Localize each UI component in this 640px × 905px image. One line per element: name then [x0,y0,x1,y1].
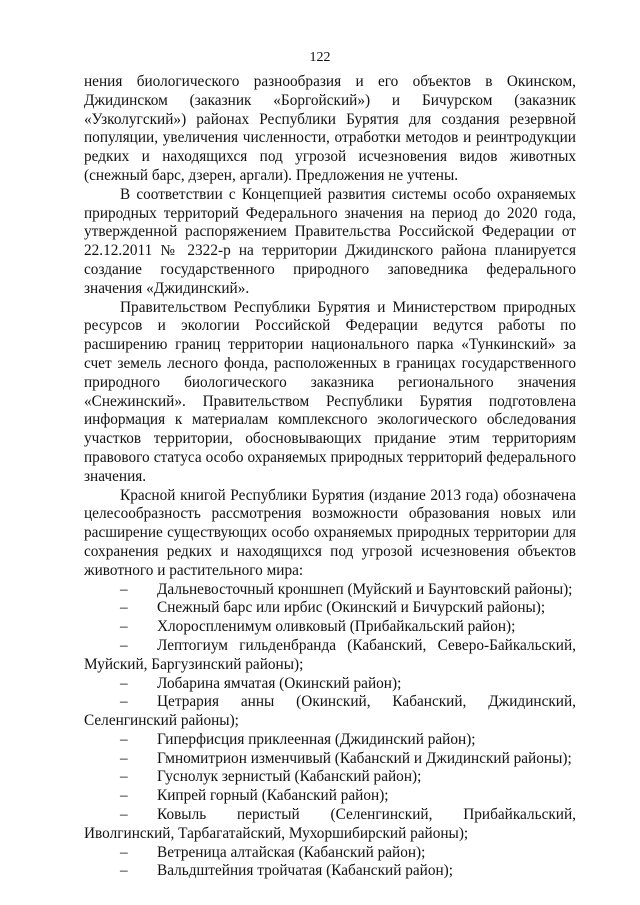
list-dash: – [120,636,128,654]
list-dash: – [120,580,128,598]
list-dash: – [120,787,128,805]
list-dash: – [120,693,128,711]
list-item [84,675,576,694]
list-dash: – [120,618,128,636]
list-item-text: Гуснолук зернистый (Кабанский район); [157,768,422,786]
list-item [84,599,576,618]
list-item-text: Ковыль перистый (Селенгинский, Прибайкальский, Иволгинский, Тарбагатайский, Мухоршибирский районы); [84,806,576,842]
list-item [84,768,576,787]
list-item-text: Снежный барс или ирбис (Окинский и Бичурский районы); [157,599,546,617]
list-dash: – [120,599,128,617]
list-item-text: Цетрария анны (Окинский, Кабанский, Джидинский, Селенгинский районы); [84,693,576,730]
paragraph-concept: В соответствии с Концепцией развития системы особо охраняемых природных территорий Федерального значения на период до 2020 года, утвержденной распоряжением Правительства Российской Федерации от 22.12.2011 № 2322-р на территории Джидинского района планируется создание государственного природного заповедника федерального значения «Джидинский». [84,185,576,297]
list-item-text: Гмномитрион изменчивый (Кабанский и Джидинский районы); [157,749,572,767]
list-dash: – [120,749,128,767]
list-dash: – [120,730,128,748]
list-item [84,750,576,769]
list-dash: – [120,768,128,786]
list-item [84,787,576,806]
page-number: 122 [309,50,331,65]
list-item [84,581,576,600]
list-item [84,731,576,750]
paragraph-tunkinsky: Правительством Республики Бурятия и Министерством природных ресурсов и экологии Российской Федерации ведутся работы по расширению границ территории национального парка «Тункинский» за счет земель лесного фонда, расположенных в границах государственного природного биологического заказника регионального значения «Снежинский». Правительством Республики Бурятия подготовлена информация к материалам комплексного экологического обследования участков территории, обосновывающих придание этим территориям правового статуса особо охраняемых природных территорий федерального значения. [84,298,576,485]
document-body [84,73,576,881]
list-item-text: Кипрей горный (Кабанский район); [157,787,389,805]
paragraph-red-book: Красной книгой Республики Бурятия (издание 2013 года) обозначена целесообразность рассмотрения возможности образования новых или расширение существующих особо охраняемых природных территории для сохранения редких и находящихся под угрозой исчезновения объектов животного и растительного мира: [84,486,576,579]
list-item-text: Ветреница алтайская (Кабанский район); [157,843,426,861]
list-item-text: Вальдштейния тройчатая (Кабанский район); [157,862,454,880]
list-item [84,844,576,863]
list-item-text: Лобарина ямчатая (Окинский район); [157,674,402,692]
species-list [84,581,576,882]
list-dash: – [120,862,128,880]
paragraph-continuation: нения биологического разнообразия и его объектов в Окинском, Джидинском (заказник «Боргойский») и Бичурском (заказник «Узколугский») районах Республики Бурятия для создания резервной популяции, увеличения численности, отработки методов и реинтродукции редких и находящихся под угрозой исчезновения видов животных (снежный барс, дзерен, аргали). Предложения не учтены. [84,73,576,184]
list-item [84,693,576,731]
list-item-text: Гиперфисция приклеенная (Джидинский район); [157,730,476,748]
list-item [84,618,576,637]
list-item-text: Дальневосточный кроншнеп (Муйский и Баунтовский районы); [157,580,573,598]
list-dash: – [120,674,128,692]
list-item [84,862,576,881]
list-item-text: Лептогиум гильденбранда (Кабанский, Северо-Байкальский, Муйский, Баргузинский районы); [84,636,576,673]
list-item [84,806,576,844]
list-dash: – [120,806,128,824]
list-dash: – [120,843,128,861]
list-item-text: Хлороспленимум оливковый (Прибайкальский район); [157,618,516,636]
list-item [84,637,576,675]
